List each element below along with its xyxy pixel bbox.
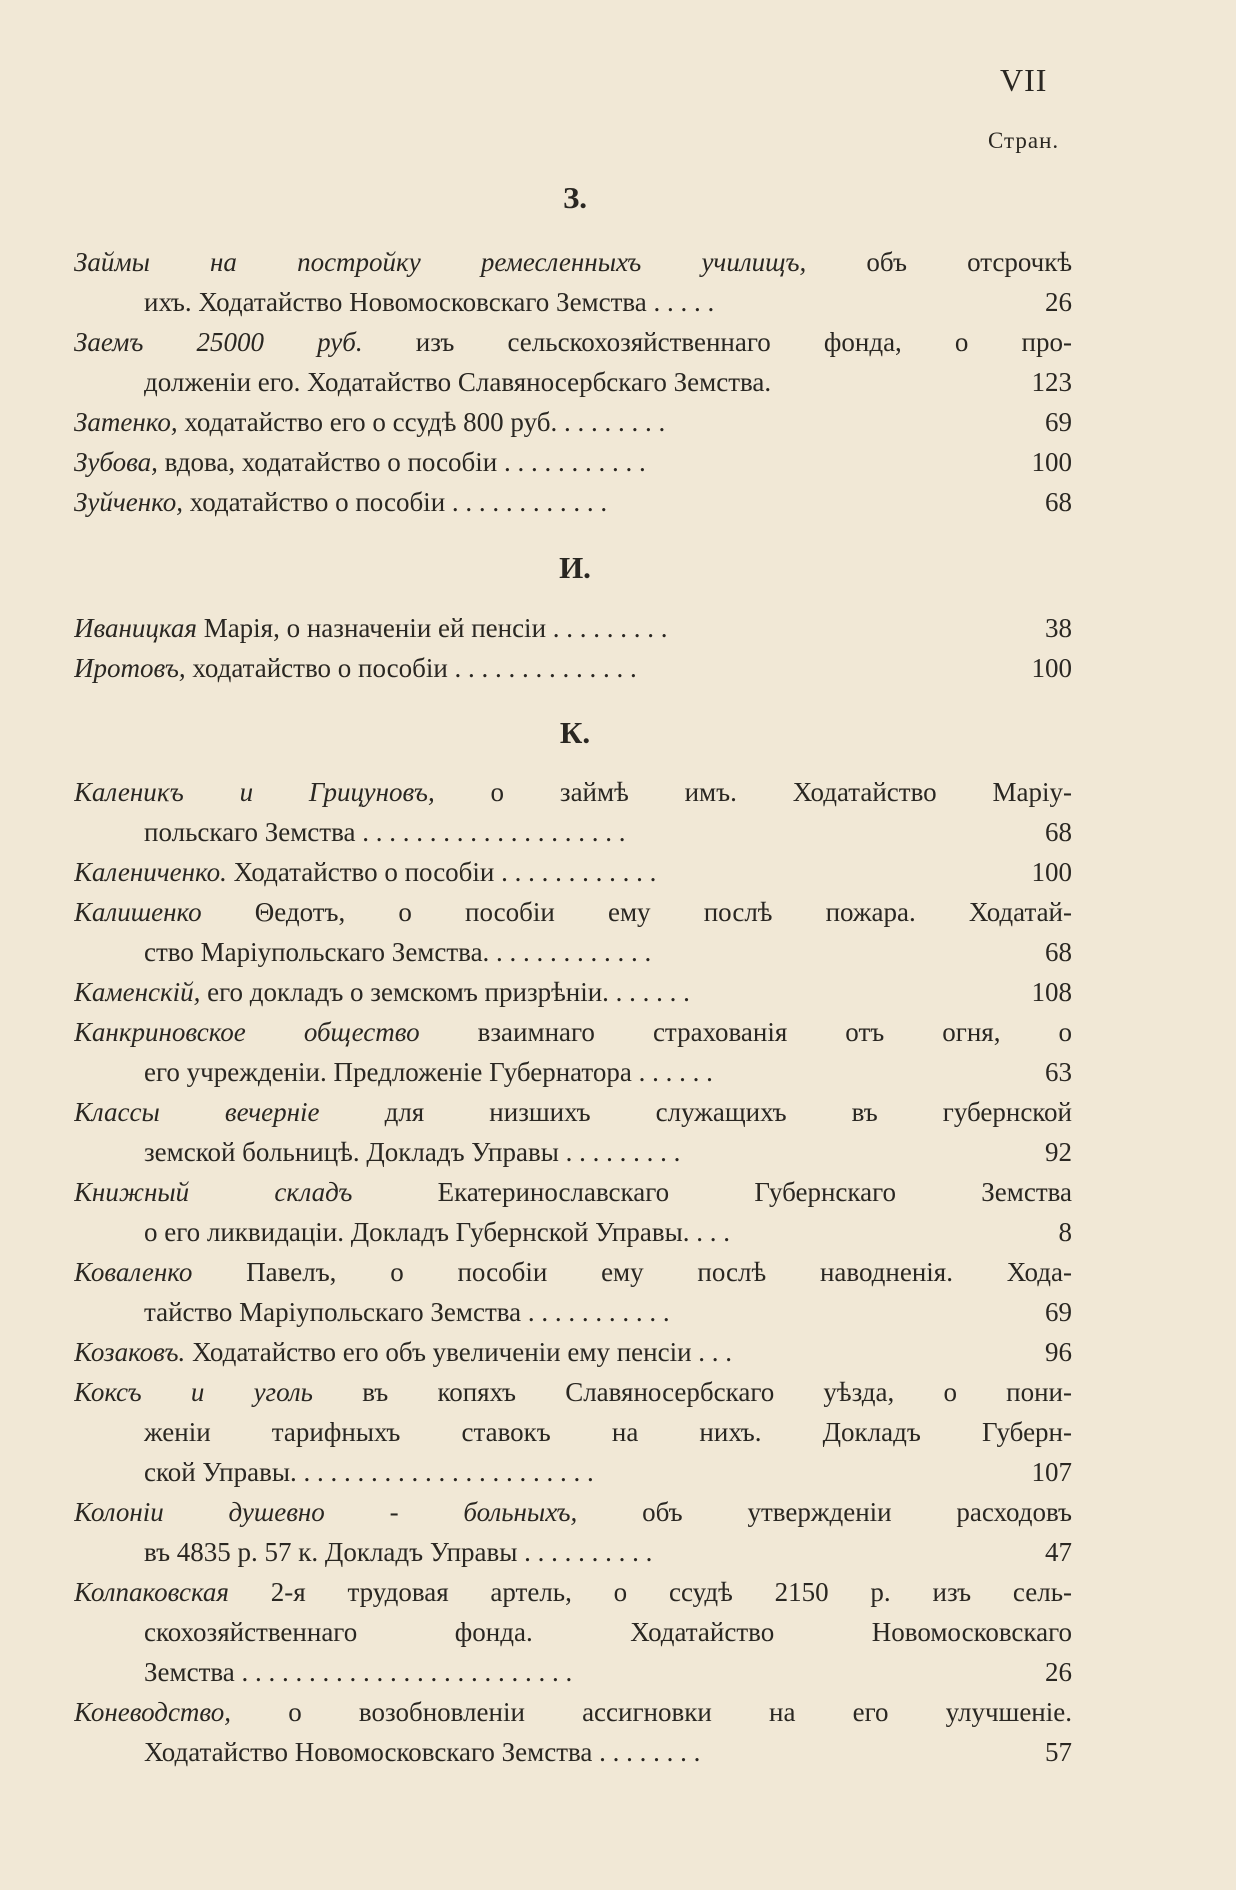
entry-line bbox=[74, 1652, 1072, 1692]
entry-heading: Зубова, bbox=[74, 447, 158, 477]
entry-heading: Козаковъ. bbox=[74, 1337, 186, 1367]
entry-line bbox=[74, 282, 1072, 322]
entry-page-number: 68 bbox=[1045, 937, 1072, 967]
entry-line bbox=[74, 892, 1072, 932]
entry-line bbox=[74, 1292, 1072, 1332]
entry-line bbox=[74, 1012, 1072, 1052]
index-entry bbox=[74, 1372, 1072, 1492]
entry-text: вдова, ходатайство о пособіи . . . . . . . . . . . bbox=[157, 447, 646, 477]
entry-heading: Иротовъ, bbox=[74, 653, 186, 683]
entry-text: тайство Маріупольскаго Земства . . . . . . . . . . . bbox=[144, 1297, 670, 1327]
entry-text: 2-я трудовая артель, о ссудѣ 2150 р. изъ сель- bbox=[228, 1577, 1072, 1607]
index-entry bbox=[74, 442, 1072, 482]
entry-heading: Затенко, bbox=[74, 407, 178, 437]
entry-heading: Каменскій, bbox=[74, 977, 201, 1007]
entry-text: Земства . . . . . . . . . . . . . . . . . . . . . . . . . bbox=[144, 1657, 573, 1687]
entry-text: ство Маріупольскаго Земства. . . . . . . . . . . . . bbox=[144, 937, 652, 967]
entry-text: объ отсрочкѣ bbox=[806, 247, 1072, 277]
entry-line bbox=[74, 1092, 1072, 1132]
entry-text: взаимнаго страхованія отъ огня, о bbox=[419, 1017, 1072, 1047]
entry-line bbox=[74, 1372, 1072, 1412]
section-letter: И. bbox=[559, 550, 591, 585]
entry-text: Павелъ, о пособіи ему послѣ наводненія. Хода- bbox=[192, 1257, 1072, 1287]
entry-text: Ходатайство Новомосковскаго Земства . . . . . . . . bbox=[144, 1737, 701, 1767]
index-entry bbox=[74, 1332, 1072, 1372]
entry-text: ихъ. Ходатайство Новомосковскаго Земства . . . . . bbox=[144, 287, 715, 317]
entry-line bbox=[74, 1572, 1072, 1612]
entry-heading: Колоніи душевно - больныхъ, bbox=[74, 1497, 578, 1527]
entry-text: женіи тарифныхъ ставокъ на нихъ. Докладъ Губерн- bbox=[144, 1417, 1072, 1447]
section-letter: З. bbox=[562, 180, 588, 215]
entry-text: о его ликвидаціи. Докладъ Губернской Управы. . . . bbox=[144, 1217, 730, 1247]
entry-line bbox=[74, 1132, 1072, 1172]
entry-text: земской больницѣ. Докладъ Управы . . . . . . . . . bbox=[144, 1137, 681, 1167]
entry-text: Марія, о назначеніи ей пенсіи . . . . . . . . . bbox=[196, 613, 668, 643]
entry-text: его учрежденіи. Предложеніе Губернатора . . . . . . bbox=[144, 1057, 713, 1087]
page-number: VII bbox=[1000, 62, 1048, 98]
entry-page-number: 92 bbox=[1045, 1137, 1072, 1167]
entry-heading: Коневодство, bbox=[74, 1697, 232, 1727]
entry-page-number: 100 bbox=[1031, 447, 1072, 477]
entry-line bbox=[74, 1332, 1072, 1372]
entry-text: о займѣ имъ. Ходатайство Маріу- bbox=[434, 777, 1072, 807]
entry-text: Θедотъ, о пособіи ему послѣ пожара. Ходатай- bbox=[201, 897, 1072, 927]
entry-text: скохозяйственнаго фонда. Ходатайство Новомосковскаго bbox=[144, 1617, 1072, 1647]
entry-page-number: 100 bbox=[1031, 857, 1072, 887]
entry-page-number: 69 bbox=[1045, 1297, 1072, 1327]
entry-heading: Книжный складъ bbox=[74, 1177, 353, 1207]
entry-line bbox=[74, 1172, 1072, 1212]
index-entry bbox=[74, 1692, 1072, 1772]
entry-line bbox=[74, 1212, 1072, 1252]
index-entry bbox=[74, 1492, 1072, 1572]
entry-text: объ утвержденіи расходовъ bbox=[577, 1497, 1072, 1527]
index-entry bbox=[74, 972, 1072, 1012]
entry-line bbox=[74, 1052, 1072, 1092]
entry-text: польскаго Земства . . . . . . . . . . . . . . . . . . . . bbox=[144, 817, 626, 847]
entry-text: Ходатайство его объ увеличеніи ему пенсіи . . . bbox=[185, 1337, 733, 1367]
entry-heading: Калениченко. bbox=[74, 857, 227, 887]
entry-page-number: 68 bbox=[1045, 817, 1072, 847]
entry-text: въ копяхъ Славяносербскаго уѣзда, о пони- bbox=[312, 1377, 1072, 1407]
index-entry bbox=[74, 1012, 1072, 1092]
index-entry bbox=[74, 482, 1072, 522]
entry-line bbox=[74, 482, 1072, 522]
entry-heading: Калишенко bbox=[74, 897, 202, 927]
index-entry bbox=[74, 1252, 1072, 1332]
entry-line bbox=[74, 932, 1072, 972]
entry-line bbox=[74, 1492, 1072, 1532]
entry-page-number: 47 bbox=[1045, 1537, 1072, 1567]
entry-text: ской Управы. . . . . . . . . . . . . . . . . . . . . . . bbox=[144, 1457, 594, 1487]
entry-text: долженіи его. Ходатайство Славяносербскаго Земства. bbox=[144, 367, 772, 397]
entry-page-number: 38 bbox=[1045, 613, 1072, 643]
entry-line bbox=[74, 1452, 1072, 1492]
entry-heading: Колпаковская bbox=[74, 1577, 229, 1607]
entry-page-number: 96 bbox=[1045, 1337, 1072, 1367]
entry-page-number: 26 bbox=[1045, 287, 1072, 317]
index-entry bbox=[74, 892, 1072, 972]
page-column-header: Стран. bbox=[988, 128, 1060, 153]
entry-line bbox=[74, 1612, 1072, 1652]
entry-page-number: 100 bbox=[1031, 653, 1072, 683]
entry-line bbox=[74, 852, 1072, 892]
entry-line bbox=[74, 772, 1072, 812]
index-entry bbox=[74, 322, 1072, 402]
entry-heading: Заемъ 25000 руб. bbox=[74, 327, 363, 357]
entry-page-number: 123 bbox=[1031, 367, 1072, 397]
entry-page-number: 8 bbox=[1058, 1217, 1072, 1247]
index-entry bbox=[74, 1572, 1072, 1692]
entry-page-number: 26 bbox=[1045, 1657, 1072, 1687]
entry-page-number: 107 bbox=[1031, 1457, 1072, 1487]
index-entry bbox=[74, 402, 1072, 442]
entry-page-number: 57 bbox=[1045, 1737, 1072, 1767]
entry-text: его докладъ о земскомъ призрѣніи. . . . . . . bbox=[200, 977, 690, 1007]
entry-line bbox=[74, 1412, 1072, 1452]
entry-line bbox=[74, 402, 1072, 442]
entry-line bbox=[74, 322, 1072, 362]
entry-heading: Зуйченко, bbox=[74, 487, 183, 517]
entry-text: для низшихъ служащихъ въ губернской bbox=[319, 1097, 1072, 1127]
entry-heading: Канкриновское общество bbox=[74, 1017, 420, 1047]
entry-line bbox=[74, 648, 1072, 688]
entry-line bbox=[74, 1692, 1072, 1732]
index-entry bbox=[74, 772, 1072, 852]
index-entry bbox=[74, 608, 1072, 648]
entry-heading: Классы вечерніе bbox=[74, 1097, 320, 1127]
entry-heading: Калениκъ и Грицуновъ, bbox=[74, 777, 435, 807]
entry-text: Ходатайство о пособіи . . . . . . . . . . . . bbox=[226, 857, 657, 887]
entry-line bbox=[74, 242, 1072, 282]
entry-heading: Коксъ и уголь bbox=[74, 1377, 313, 1407]
entry-line bbox=[74, 1732, 1072, 1772]
entry-line bbox=[74, 362, 1072, 402]
entry-text: ходатайство о пособіи . . . . . . . . . . . . bbox=[182, 487, 608, 517]
entry-text: ходатайство о пособіи . . . . . . . . . . . . . . bbox=[185, 653, 637, 683]
index-entry bbox=[74, 1092, 1072, 1172]
entry-line bbox=[74, 442, 1072, 482]
entry-page-number: 63 bbox=[1045, 1057, 1072, 1087]
section-letter: К. bbox=[559, 715, 591, 750]
entry-line bbox=[74, 972, 1072, 1012]
entry-line bbox=[74, 812, 1072, 852]
entry-line bbox=[74, 1252, 1072, 1292]
entry-page-number: 108 bbox=[1031, 977, 1072, 1007]
entry-line bbox=[74, 1532, 1072, 1572]
index-entry bbox=[74, 242, 1072, 322]
entry-page-number: 69 bbox=[1045, 407, 1072, 437]
entry-heading: Займы на постройку ремесленныхъ училищъ, bbox=[74, 247, 807, 277]
index-entry bbox=[74, 1172, 1072, 1252]
entry-text: ходатайство его о ссудѣ 800 руб. . . . . . . . . bbox=[177, 407, 666, 437]
index-entry bbox=[74, 648, 1072, 688]
entry-text: въ 4835 р. 57 к. Докладъ Управы . . . . . . . . . . bbox=[144, 1537, 653, 1567]
entry-heading: Коваленко bbox=[74, 1257, 193, 1287]
entry-text: Екатеринославскаго Губернскаго Земства bbox=[352, 1177, 1072, 1207]
entry-text: о возобновленіи ассигновки на его улучшеніе. bbox=[231, 1697, 1072, 1727]
entry-page-number: 68 bbox=[1045, 487, 1072, 517]
index-entry bbox=[74, 852, 1072, 892]
entry-line bbox=[74, 608, 1072, 648]
entry-text: изъ сельскохозяйственнаго фонда, о про- bbox=[362, 327, 1072, 357]
entry-heading: Иваницкая bbox=[74, 613, 197, 643]
